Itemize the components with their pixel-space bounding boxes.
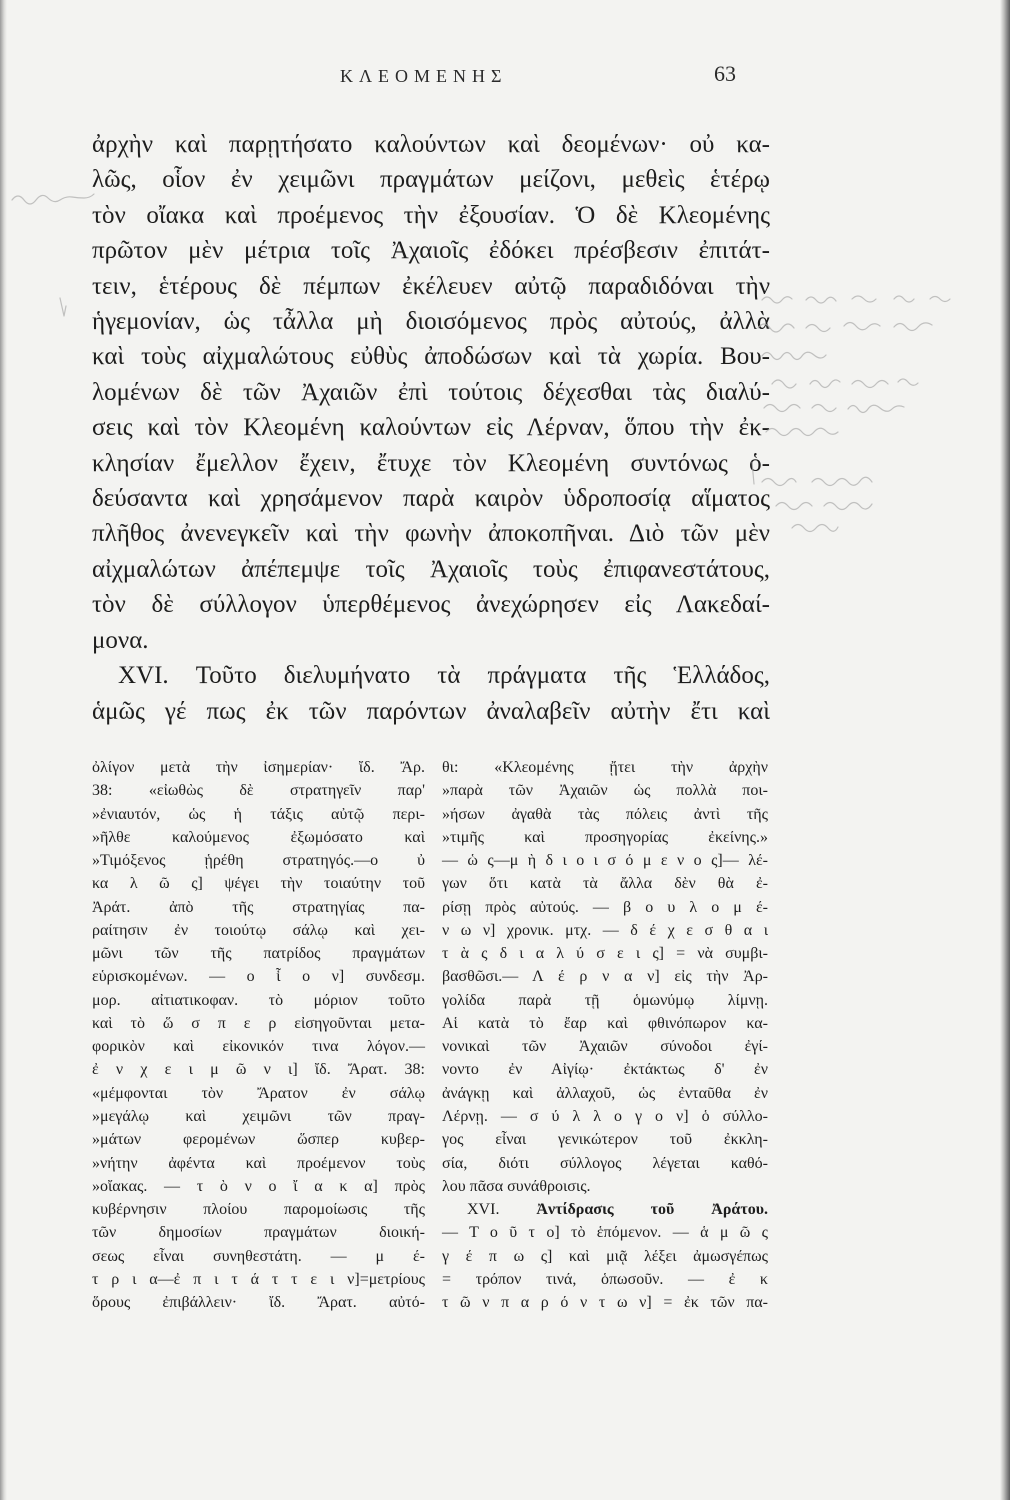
- note-line: τ ὰ ς δ ι α λ ύ σ ε ι ς] = νὰ συμβι-: [442, 945, 768, 963]
- note-section-title: Ἀντίδρασις τοῦ Ἀράτου.: [536, 1201, 768, 1219]
- note-line: τ ῶ ν π α ρ ό ν τ ω ν] = ἐκ τῶν πα-: [442, 1294, 768, 1312]
- note-line: — Τ ο ῦ τ ο] τὸ ἑπόμενον. — ἁ μ ῶ ς: [442, 1224, 768, 1242]
- note-line: »μεγάλῳ καὶ χειμῶνι τῶν πραγ-: [92, 1107, 425, 1125]
- main-text-line: ἡγεμονίαν, ὡς τἆλλα μὴ διοισόμενος πρὸς αὐτούς, ἀλλὰ: [92, 308, 770, 336]
- note-line: καὶ τὸ ὥ σ π ε ρ εἰσηγοῦνται μετα-: [92, 1014, 425, 1032]
- note-line: λου πᾶσα συνάθροισις.: [442, 1177, 591, 1195]
- note-line: νονικαὶ τῶν Ἀχαιῶν σύνοδοι ἐγί-: [442, 1038, 768, 1056]
- note-line: σία, διότι σύλλογος λέγεται καθό-: [442, 1154, 768, 1172]
- main-text-line: ἁμῶς γέ πως ἐκ τῶν παρόντων ἀναλαβεῖν αὐτὴν ἔτι καὶ: [92, 697, 770, 725]
- note-line: ἐ ν χ ε ι μ ῶ ν ι] ἴδ. Ἄρατ. 38:: [92, 1061, 425, 1079]
- scan-left-edge: [0, 0, 7, 1500]
- chapter-xvi-start-line: XVI. Τοῦτο διελυμήνατο τὰ πράγματα τῆς Ἑλλάδος,: [118, 662, 770, 690]
- main-text-line: αἰχμαλώτων ἀπέπεμψε τοῖς Ἀχαιοῖς τοὺς ἐπιφανεστάτους,: [92, 555, 770, 583]
- pencil-scribble: [758, 323, 932, 333]
- main-text-line: λῶς, οἷον ἐν χειμῶνι πραγμάτων μείζονι, μεθεὶς ἑτέρῳ: [92, 166, 770, 194]
- main-text-line: τὸν οἴακα καὶ προέμενος τὴν ἐξουσίαν. Ὁ δὲ Κλεομένης: [92, 201, 770, 229]
- note-section-heading: [442, 1198, 768, 1221]
- note-line: γος εἶναι γενικώτερον τοῦ ἐκκλη-: [442, 1131, 768, 1149]
- notes-left-column: [92, 756, 425, 1314]
- note-line: νοντο ἐν Αἰγίῳ· ἐκτάκτως δ' ἐν: [442, 1061, 768, 1079]
- note-line: »ῆλθε καλούμενος ἐξωμόσατο καὶ: [92, 828, 425, 846]
- main-text-line: καὶ τοὺς αἰχμαλώτους εὐθὺς ἀποδώσων καὶ τὰ χωρία. Βου-: [92, 343, 770, 371]
- note-line: ρίσῃ πρὸς αὐτούς. — β ο υ λ ο μ έ-: [442, 898, 768, 916]
- main-text-line: ἀρχὴν καὶ παρῃτήσατο καλούντων καὶ δεομένων· οὐ κα-: [92, 131, 770, 158]
- note-line: μῶνι τῶν τῆς πατρίδος πραγμάτων: [92, 945, 425, 963]
- page-number: 63: [714, 61, 736, 86]
- scan-right-edge: [1000, 0, 1010, 1500]
- note-line: τῶν δημοσίων πραγμάτων διοική-: [92, 1224, 425, 1242]
- note-line: κα λ ῶ ς] ψέγει τὴν τοιαύτην τοῦ: [92, 875, 425, 893]
- note-line: ν ω ν] χρονικ. μτχ. — δ έ χ ε σ θ α ι: [442, 921, 768, 939]
- main-text-line: δεύσαντα καὶ χρησάμενον παρὰ καιρὸν ὑδροποσίᾳ αἵματος: [92, 485, 770, 513]
- note-line: Λέρνῃ. — σ ύ λ λ ο γ ο ν] ὁ σύλλο-: [442, 1107, 768, 1125]
- main-text-line: πρῶτον μὲν μέτρια τοῖς Ἀχαιοῖς ἐδόκει πρέσβεσιν ἐπιτάτ-: [92, 237, 770, 265]
- note-line: γ έ π ω ς] καὶ μιᾷ λέξει ἀμωσγέπως: [442, 1247, 768, 1265]
- note-line: φορικὸν καὶ εἰκονικόν τινα λόγον.—: [92, 1038, 425, 1056]
- note-line: βασθῶσι.— Λ έ ρ ν α ν] εἰς τὴν Ἀρ-: [442, 968, 768, 986]
- note-line: τ ρ ι α—ἐ π ι τ ά τ τ ε ι ν]=μετρίους: [92, 1270, 425, 1288]
- note-line: μορ. αἰτιατικοφαν. τὸ μόριον τοῦτο: [92, 991, 425, 1009]
- main-text-line: μονα.: [92, 626, 149, 654]
- note-line: »Τιμόξενος ᾑρέθη στρατηγός.—ο ὐ: [92, 852, 425, 870]
- note-line: εὑρισκομένων. — ο ἷ ο ν] συνδεσμ.: [92, 968, 425, 986]
- main-text-line: τειν, ἑτέρους δὲ πέμπων ἐκέλευεν αὐτῷ παραδιδόναι τὴν: [92, 272, 770, 300]
- note-line: 38: «εἰωθὼς δὲ στρατηγεῖν παρ': [92, 782, 425, 800]
- note-line: »μάτων φερομένων ὥσπερ κυβερ-: [92, 1131, 425, 1149]
- pencil-scribble: [776, 503, 872, 510]
- note-line: = τρόπον τινά, ὁπωσοῦν. — ἐ κ: [442, 1270, 768, 1288]
- note-section-number: XVI.: [467, 1201, 500, 1219]
- note-line: Αἱ κατὰ τὸ ἔαρ καὶ φθινόπωρον κα-: [442, 1014, 768, 1032]
- notes-right-column: [442, 756, 768, 1314]
- main-text-line: κλησίαν ἔμελλον ἔχειν, ἔτυχε τὸν Κλεομένη συντόνως ὁ-: [92, 449, 770, 477]
- note-line: ὀλίγον μετὰ τὴν ἰσημερίαν· ἴδ. Ἄρ.: [92, 759, 425, 776]
- note-line: ραίτησιν ἐν τοιούτῳ σάλῳ καὶ χει-: [92, 921, 425, 939]
- note-line: γων ὅτι κατὰ τὰ ἄλλα δὲν θὰ ἐ-: [442, 875, 768, 893]
- pencil-scribble: [60, 298, 66, 316]
- note-line: Ἀράτ. ἀπὸ τῆς στρατηγίας πα-: [92, 898, 425, 916]
- note-line: »τιμῆς καὶ προσηγορίας ἐκείνης.»: [442, 828, 768, 846]
- note-line: θι: «Κλεομένης ᾔτει τὴν ἀρχὴν: [442, 759, 768, 776]
- main-text-line: πλῆθος ἀνενεγκεῖν καὶ τὴν φωνὴν ἀποκοπῆναι. Διὸ τῶν μὲν: [92, 520, 770, 548]
- note-line: »ἐνιαυτόν, ὡς ἡ τάξις αὐτῷ περι-: [92, 805, 425, 823]
- note-line: — ὡ ς—μ ὴ δ ι ο ι σ ό μ ε ν ο ς]— λέ-: [442, 852, 768, 870]
- pencil-scribble: [766, 428, 838, 435]
- note-line: »νήτην ἀφέντα καὶ προέμενον τοὺς: [92, 1154, 425, 1172]
- note-line: κυβέρνησιν πλοίου παρομοίωσις τῆς: [92, 1201, 425, 1219]
- main-text-line: λομένων δὲ τῶν Ἀχαιῶν ἐπὶ τούτοις δέχεσθαι τὰς διαλύ-: [92, 378, 770, 406]
- pencil-scribble: [762, 477, 872, 485]
- note-line: σεως εἶναι συνηθεστάτη. — μ έ-: [92, 1247, 425, 1265]
- main-text-line: σεις καὶ τὸν Κλεομένη καλούντων εἰς Λέρναν, ὅπου τὴν ἐκ-: [92, 414, 770, 442]
- main-text: [92, 127, 770, 729]
- note-line: «μέμφονται τὸν Ἄρατον ἐν σάλῳ: [92, 1084, 425, 1102]
- note-line: ὅρους ἐπιβάλλειν· ἴδ. Ἄρατ. αὐτό-: [92, 1294, 425, 1312]
- main-text-line: τὸν δὲ σύλλογον ὑπερθέμενος ἀνεχώρησεν εἰς Λακεδαί-: [92, 591, 770, 619]
- pencil-scribble: [762, 352, 826, 359]
- note-line: »ήσων ἀγαθὰ τὰς πόλεις ἀντὶ τῆς: [442, 805, 768, 823]
- pencil-scribble: [762, 296, 950, 303]
- running-title: ΚΛΕΟΜΕΝΗΣ: [340, 66, 508, 86]
- note-line: »οἴακας. — τ ὸ ν ο ἴ α κ α] πρὸς: [92, 1177, 425, 1195]
- note-line: »παρὰ τῶν Ἀχαιῶν ὡς πολλὰ ποι-: [442, 782, 768, 800]
- pencil-scribble: [792, 525, 838, 532]
- note-line: ἀνάγκῃ καὶ ἀλλαχοῦ, ὡς ἐνταῦθα ἐν: [442, 1084, 768, 1102]
- pencil-scribble: [764, 405, 904, 413]
- pencil-scribble: [12, 194, 94, 204]
- pencil-scribble: [772, 379, 918, 388]
- note-line: γολίδα παρὰ τῇ ὁμωνύμῳ λίμνῃ.: [442, 991, 768, 1009]
